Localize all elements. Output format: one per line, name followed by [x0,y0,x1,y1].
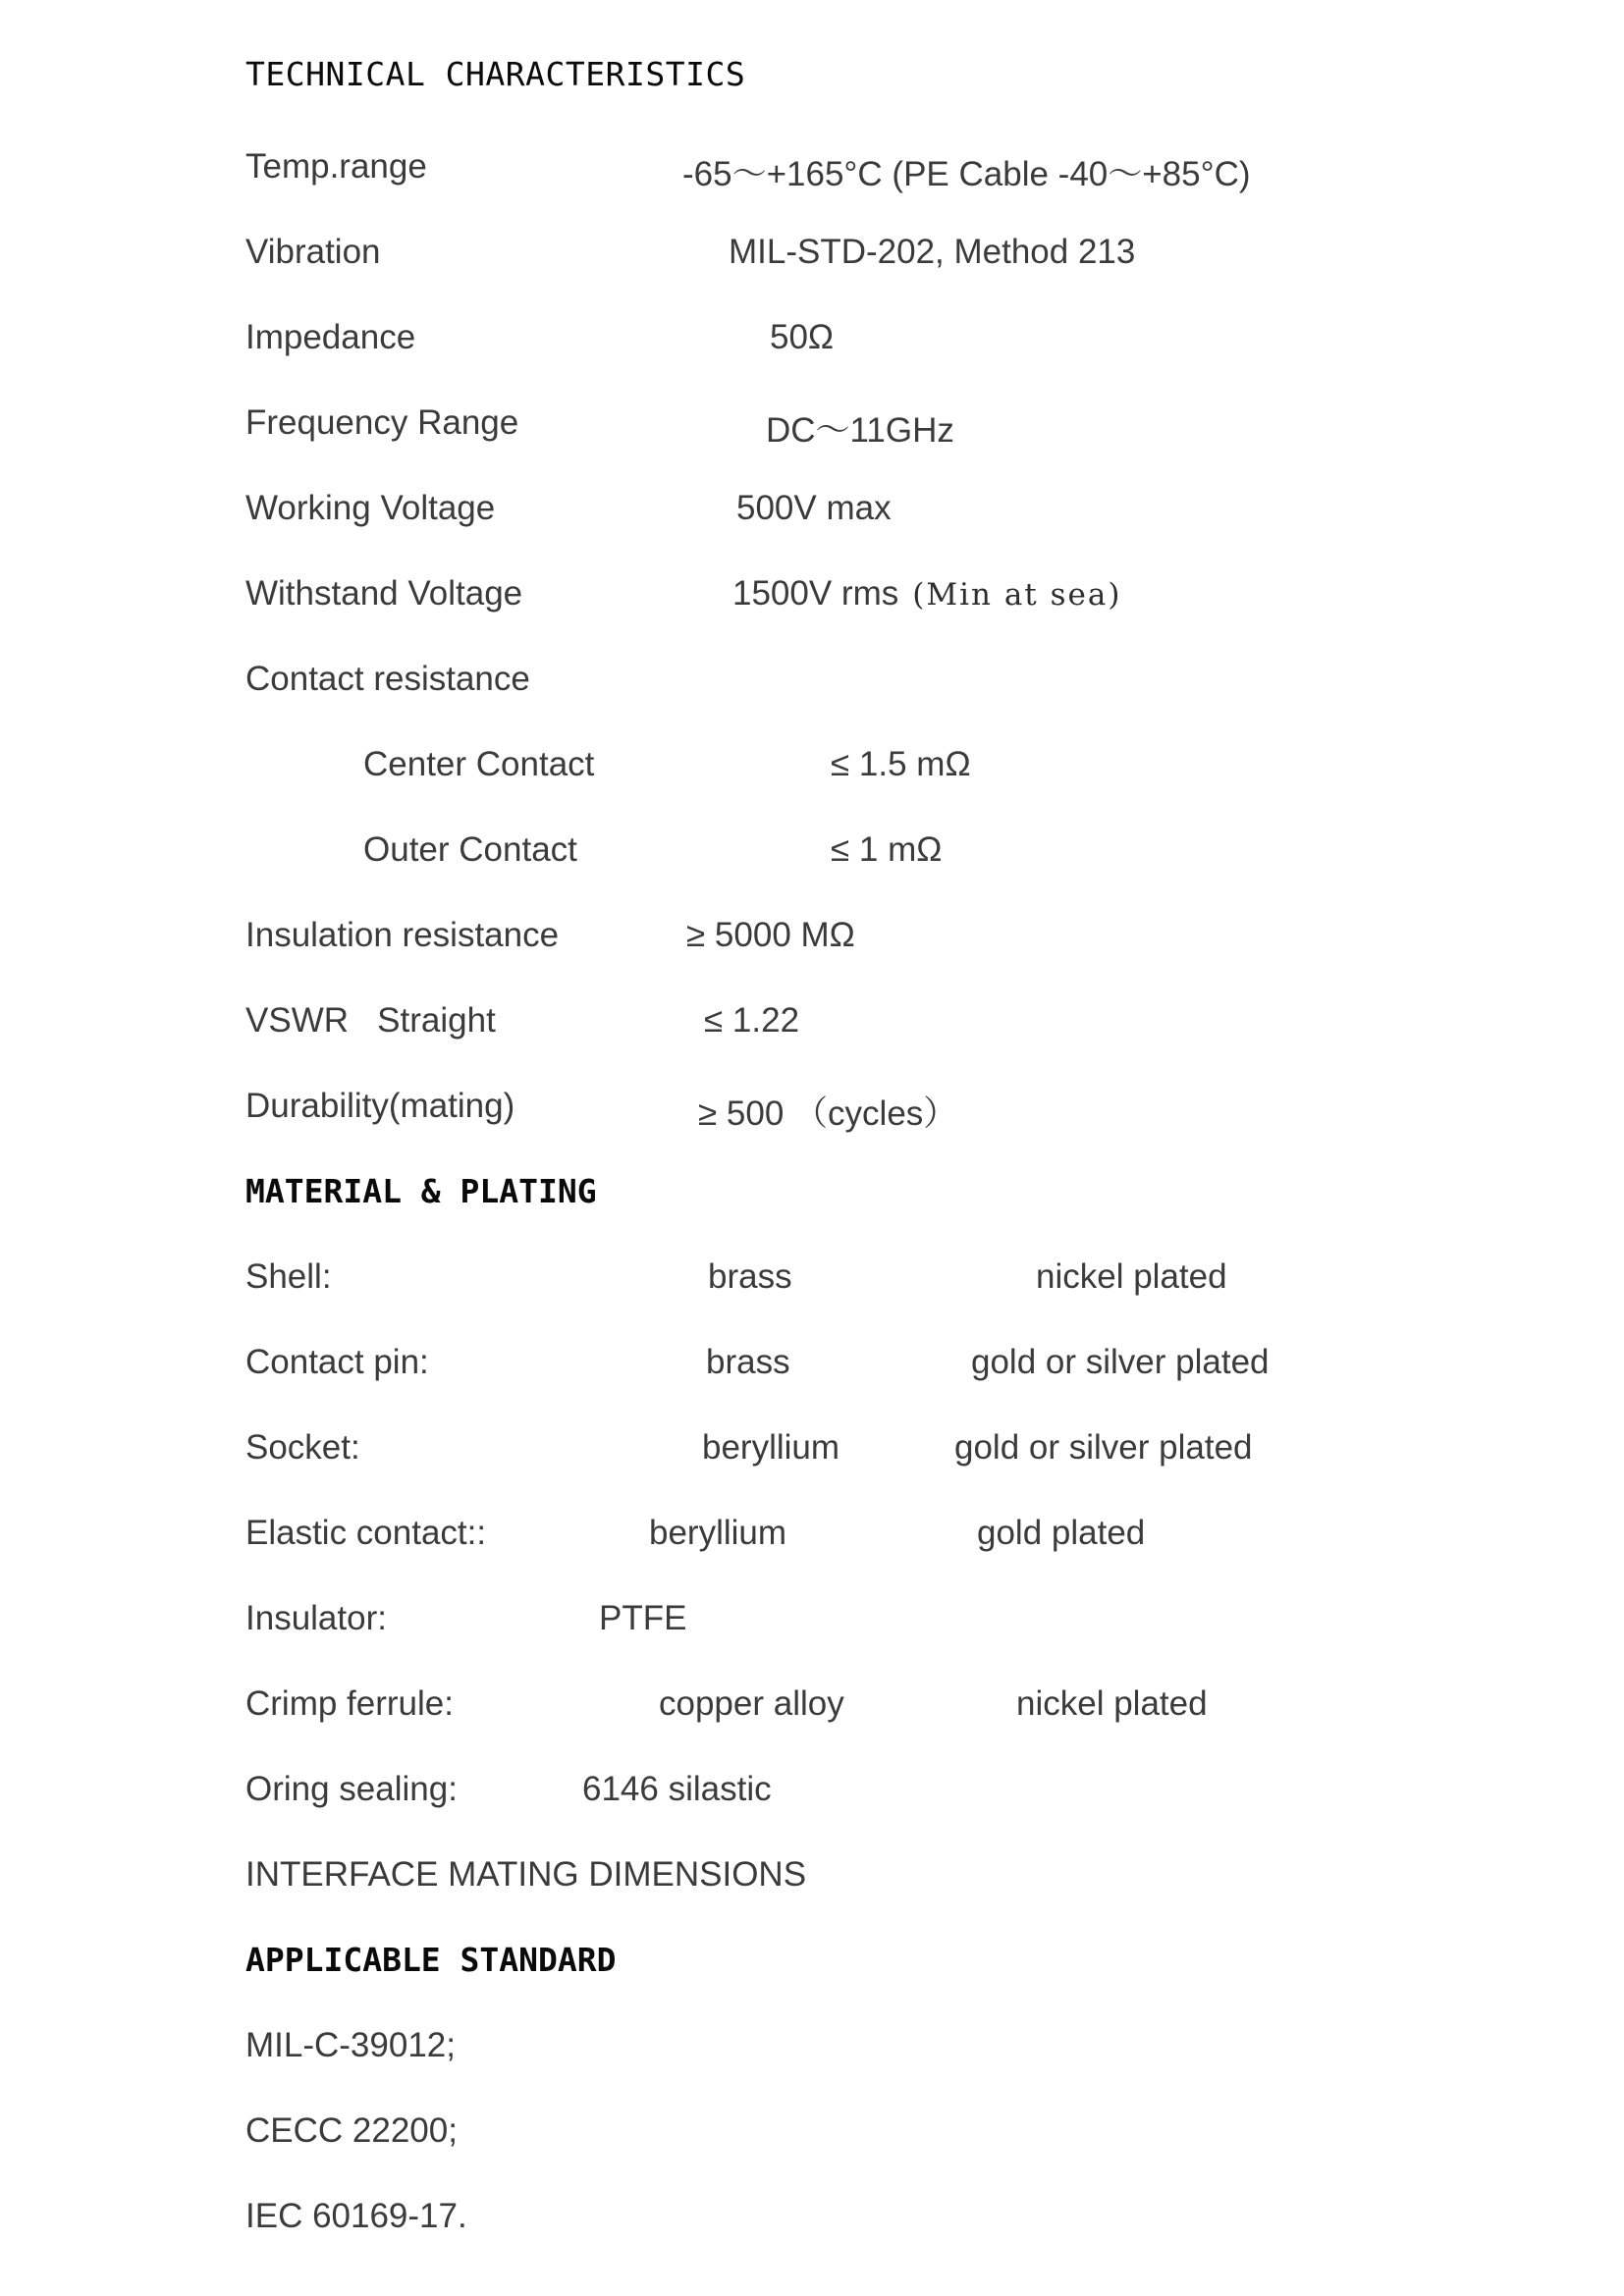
spec-label: Temp.range [245,147,427,186]
spec-value: -65～+165°C (PE Cable -40～+85°C) [682,155,1251,193]
spec-row-vibration [0,233,1624,294]
material-row-oring-sealing [0,1770,1624,1831]
material-plating-heading: MATERIAL & PLATING [245,1172,597,1210]
spec-row-contact-resistance [0,660,1624,721]
material-label: Elastic contact:: [245,1514,487,1552]
spec-label: Insulation resistance [245,916,560,954]
material-value: brass [708,1257,792,1296]
standard-item-iec [0,2197,1624,2258]
spec-row-durability-mating [0,1087,1624,1148]
material-row-insulator [0,1599,1624,1660]
material-label: Shell: [245,1257,332,1296]
spec-value: ≤ 1.5 mΩ [831,745,971,783]
applicable-standard-heading: APPLICABLE STANDARD [245,1941,617,1979]
plating-value: gold plated [977,1514,1146,1552]
plating-value: nickel plated [1016,1684,1208,1723]
spec-value: MIL-STD-202, Method 213 [729,233,1136,271]
spec-label: Durability(mating) [245,1087,515,1125]
material-value: 6146 silastic [582,1770,772,1808]
standard-item-text: MIL-C-39012; [245,2026,456,2064]
material-row-crimp-ferrule [0,1684,1624,1745]
spec-row-temp-range [0,147,1624,208]
spec-value-main: 1500V rms [732,574,899,613]
technical-characteristics-heading-row [0,55,1624,116]
spec-value: 50Ω [770,318,835,356]
spec-row-frequency-range [0,403,1624,464]
material-label: Socket: [245,1428,360,1467]
material-label: Crimp ferrule: [245,1684,454,1723]
spec-row-center-contact [0,745,1624,806]
spec-label: Center Contact [363,745,595,783]
plating-value: gold or silver plated [971,1343,1270,1381]
standard-item-text: CECC 22200; [245,2111,458,2150]
spec-label: Outer Contact [363,830,577,869]
material-value: beryllium [649,1514,787,1552]
spec-value: ≤ 1 mΩ [831,830,943,869]
spec-value: ≥ 5000 MΩ [686,916,855,954]
spec-row-outer-contact [0,830,1624,891]
spec-value: DC～11GHz [766,411,954,450]
applicable-standard-heading-row [0,1941,1624,2002]
material-row-contact-pin [0,1343,1624,1404]
material-row-elastic-contact [0,1514,1624,1575]
spec-label: Contact resistance [245,660,530,698]
spec-label: VSWR Straight [245,1001,496,1040]
spec-label: Impedance [245,318,416,356]
material-label: Insulator: [245,1599,387,1637]
material-row-socket [0,1428,1624,1489]
technical-characteristics-heading: TECHNICAL CHARACTERISTICS [245,55,746,93]
standard-item-text: IEC 60169-17. [245,2197,467,2235]
spec-row-withstand-voltage [0,574,1624,635]
interface-mating-dimensions-heading-row [0,1855,1624,1916]
spec-row-vswr-straight [0,1001,1624,1062]
material-value: copper alloy [659,1684,844,1723]
material-row-shell [0,1257,1624,1318]
spec-value: 500V max [736,489,892,527]
spec-label: Frequency Range [245,403,519,442]
spec-row-impedance [0,318,1624,379]
standard-item-cecc [0,2111,1624,2172]
plating-value: gold or silver plated [954,1428,1253,1467]
material-value: beryllium [702,1428,840,1467]
spec-row-working-voltage [0,489,1624,550]
material-value: brass [706,1343,790,1381]
plating-value: nickel plated [1036,1257,1227,1296]
spec-value: ≤ 1.22 [704,1001,800,1040]
spec-label: Withstand Voltage [245,574,523,613]
interface-mating-dimensions-heading: INTERFACE MATING DIMENSIONS [245,1855,807,1894]
spec-label: Working Voltage [245,489,496,527]
spec-label: Vibration [245,233,381,271]
material-plating-heading-row [0,1172,1624,1233]
standard-item-mil [0,2026,1624,2087]
spec-value [732,574,1121,614]
material-value: PTFE [599,1599,687,1637]
spec-row-insulation-resistance [0,916,1624,977]
spec-value-note: (Min at sea) [912,577,1122,613]
material-label: Oring sealing: [245,1770,458,1808]
spec-value: ≥ 500 （cycles） [698,1095,958,1133]
material-label: Contact pin: [245,1343,429,1381]
